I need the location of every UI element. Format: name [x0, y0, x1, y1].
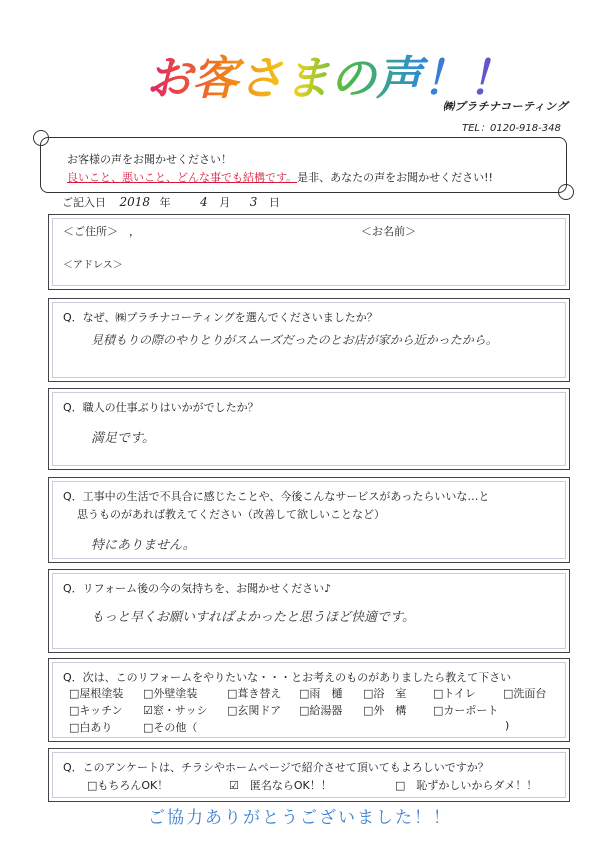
option-window-sash[interactable]: ☑窓・サッシ — [143, 704, 208, 717]
consent-ok[interactable]: □もちろんOK！ — [87, 779, 169, 792]
answer-3: 特にありません。 — [91, 538, 196, 553]
customer-info-box — [48, 214, 570, 290]
consent-anonymous[interactable]: ☑ 匿名ならOK！！ — [229, 779, 332, 792]
address-label: ＜ご住所＞ — [63, 225, 118, 238]
answer-2: 満足です。 — [91, 431, 155, 446]
address-mark: ， — [129, 225, 140, 238]
option-wall-paint[interactable]: □外壁塗装 — [143, 687, 198, 700]
email-label: ＜アドレス＞ — [63, 260, 123, 271]
question-1-box — [48, 298, 570, 382]
intro-scroll-banner — [40, 137, 567, 193]
date-month-unit: 月 — [219, 196, 231, 209]
intro-highlight: 良いこと、悪いこと、どんな事でも結構です。 — [67, 171, 298, 184]
option-water-heater[interactable]: □給湯器 — [299, 704, 343, 717]
question-2-box — [48, 388, 570, 470]
thanks-message: ご協力ありがとうございました！！ — [148, 808, 452, 828]
question-1: Q．なぜ、㈱プラチナコーティングを選んでくださいましたか？ — [63, 311, 378, 324]
intro-rest: 是非、あなたの声をお聞かせください!! — [297, 171, 493, 184]
question-3-box — [48, 477, 570, 563]
option-bathroom[interactable]: □浴 室 — [363, 687, 407, 700]
question-6-box — [48, 748, 570, 802]
telephone: TEL：0120-918-348 — [462, 123, 561, 134]
option-toilet[interactable]: □トイレ — [433, 687, 476, 700]
option-carport[interactable]: □カーポート — [433, 704, 499, 717]
question-3-line-1: Q．工事中の生活で不具合に感じたことや、今後こんなサービスがあったらいいな…と — [63, 490, 490, 503]
option-gutter[interactable]: □雨 樋 — [299, 687, 343, 700]
question-5: Q．次は、このリフォームをやりたいな・・・とお考えのものがありましたら教えて下さい — [63, 671, 512, 684]
company-name: ㈱プラチナコーティング — [443, 100, 568, 113]
scroll-curl-icon — [33, 130, 49, 146]
question-3-line-2: 思うものがあれば教えてください（改善して欲しいことなど） — [77, 508, 385, 521]
intro-line-2 — [67, 169, 493, 185]
intro-line-1: お客様の声をお聞かせください！ — [67, 153, 232, 166]
scroll-curl-icon — [558, 184, 574, 200]
option-exterior[interactable]: □外 構 — [363, 704, 407, 717]
answer-1: 見積もりの際のやりとりがスムーズだったのとお店が家から近かったから。 — [91, 333, 498, 347]
consent-no[interactable]: □ 恥ずかしいからダメ！！ — [395, 779, 538, 792]
date-year-unit: 年 — [159, 196, 171, 209]
option-termite[interactable]: □白あり — [69, 721, 113, 734]
name-label: ＜お名前＞ — [361, 225, 416, 238]
question-5-box — [48, 658, 570, 742]
answer-4: もっと早くお願いすればよかったと思うほど快適です。 — [91, 610, 415, 625]
date-day: 3 — [249, 195, 258, 209]
option-washbasin[interactable]: □洗面台 — [503, 687, 547, 700]
title-text: お客さまの声！！ — [146, 51, 514, 105]
option-kitchen[interactable]: □キッチン — [69, 704, 123, 717]
date-day-unit: 日 — [268, 196, 280, 209]
question-6: Q．このアンケートは、チラシやホームページで紹介させて頂いてもよろしいですか？ — [63, 761, 489, 774]
option-entrance-door[interactable]: □玄関ドア — [227, 704, 282, 717]
option-other[interactable]: □その他（ — [143, 721, 198, 734]
entry-date — [62, 194, 280, 210]
question-4-box — [48, 569, 570, 653]
option-roof-paint[interactable]: □屋根塗装 — [69, 687, 124, 700]
option-other-close: ) — [505, 719, 510, 732]
question-2: Q．職人の仕事ぶりはいかがでしたか？ — [63, 401, 259, 414]
date-month: 4 — [200, 195, 208, 209]
option-reroof[interactable]: □葺き替え — [227, 687, 282, 700]
question-4: Q．リフォーム後の今の気持ちを、お聞かせください♪ — [63, 582, 332, 595]
question-3 — [63, 488, 489, 524]
date-label: ご記入日 — [62, 196, 106, 209]
date-year: 2018 — [119, 195, 151, 209]
